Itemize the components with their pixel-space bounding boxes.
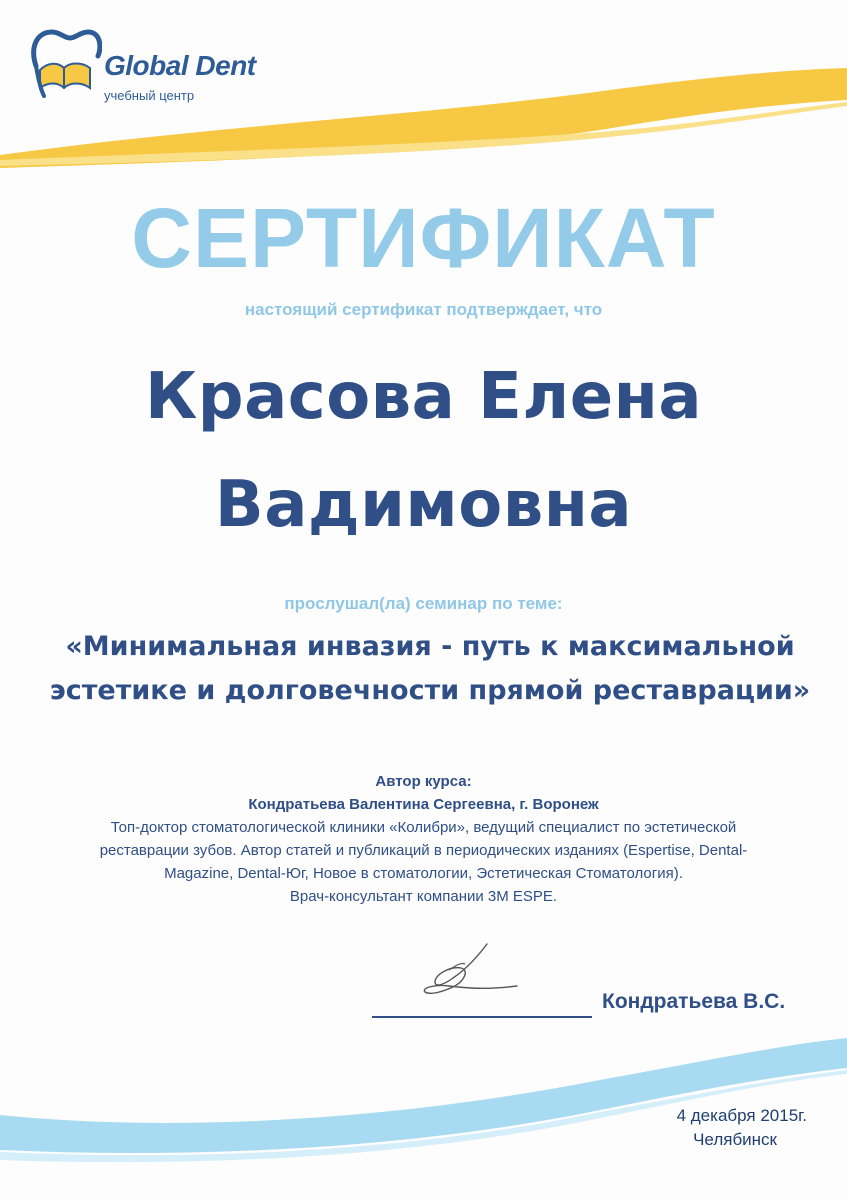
global-dent-logo	[26, 26, 306, 106]
tooth-book-logo-icon	[26, 26, 102, 98]
author-bio-line: Врач-консультант компании 3M ESPE.	[289, 888, 558, 905]
logo-subtitle: учебный центр	[104, 88, 195, 103]
author-bio-line: Топ-доктор стоматологической клиники «Колибри», ведущий специалист по эстетической	[110, 819, 737, 836]
author-block	[0, 770, 847, 908]
author-bio-line: реставрации зубов. Автор статей и публикаций в периодических изданиях (Espertise, Dental-	[99, 842, 748, 859]
logo-name: Global Dent	[104, 50, 256, 81]
recipient-name-line1: Красова Елена	[144, 360, 703, 434]
author-bio-line: Magazine, Dental-Юг, Новое в стоматологии, Эстетическая Стоматология).	[164, 865, 683, 882]
author-heading: Автор курса:	[375, 773, 472, 790]
certificate-title: СЕРТИФИКАТ	[131, 191, 716, 285]
author-name: Кондратьева Валентина Сергеевна, г. Воронеж	[248, 796, 599, 813]
seminar-topic-line1: «Минимальная инвазия - путь к максимальной	[65, 631, 795, 662]
handwritten-signature	[405, 940, 525, 1010]
signer-name: Кондратьева В.С.	[602, 990, 786, 1013]
seminar-topic-line2: эстетике и долговечности прямой реставрации»	[49, 675, 811, 706]
issue-date: 4 декабря 2015г.	[676, 1106, 807, 1125]
confirm-text: настоящий сертификат подтверждает, что	[244, 300, 603, 319]
signature-line	[372, 1016, 592, 1018]
issue-city: Челябинск	[693, 1130, 777, 1149]
listened-text: прослушал(ла) семинар по теме:	[284, 594, 563, 613]
recipient-name-line2: Вадимовна	[214, 468, 633, 542]
